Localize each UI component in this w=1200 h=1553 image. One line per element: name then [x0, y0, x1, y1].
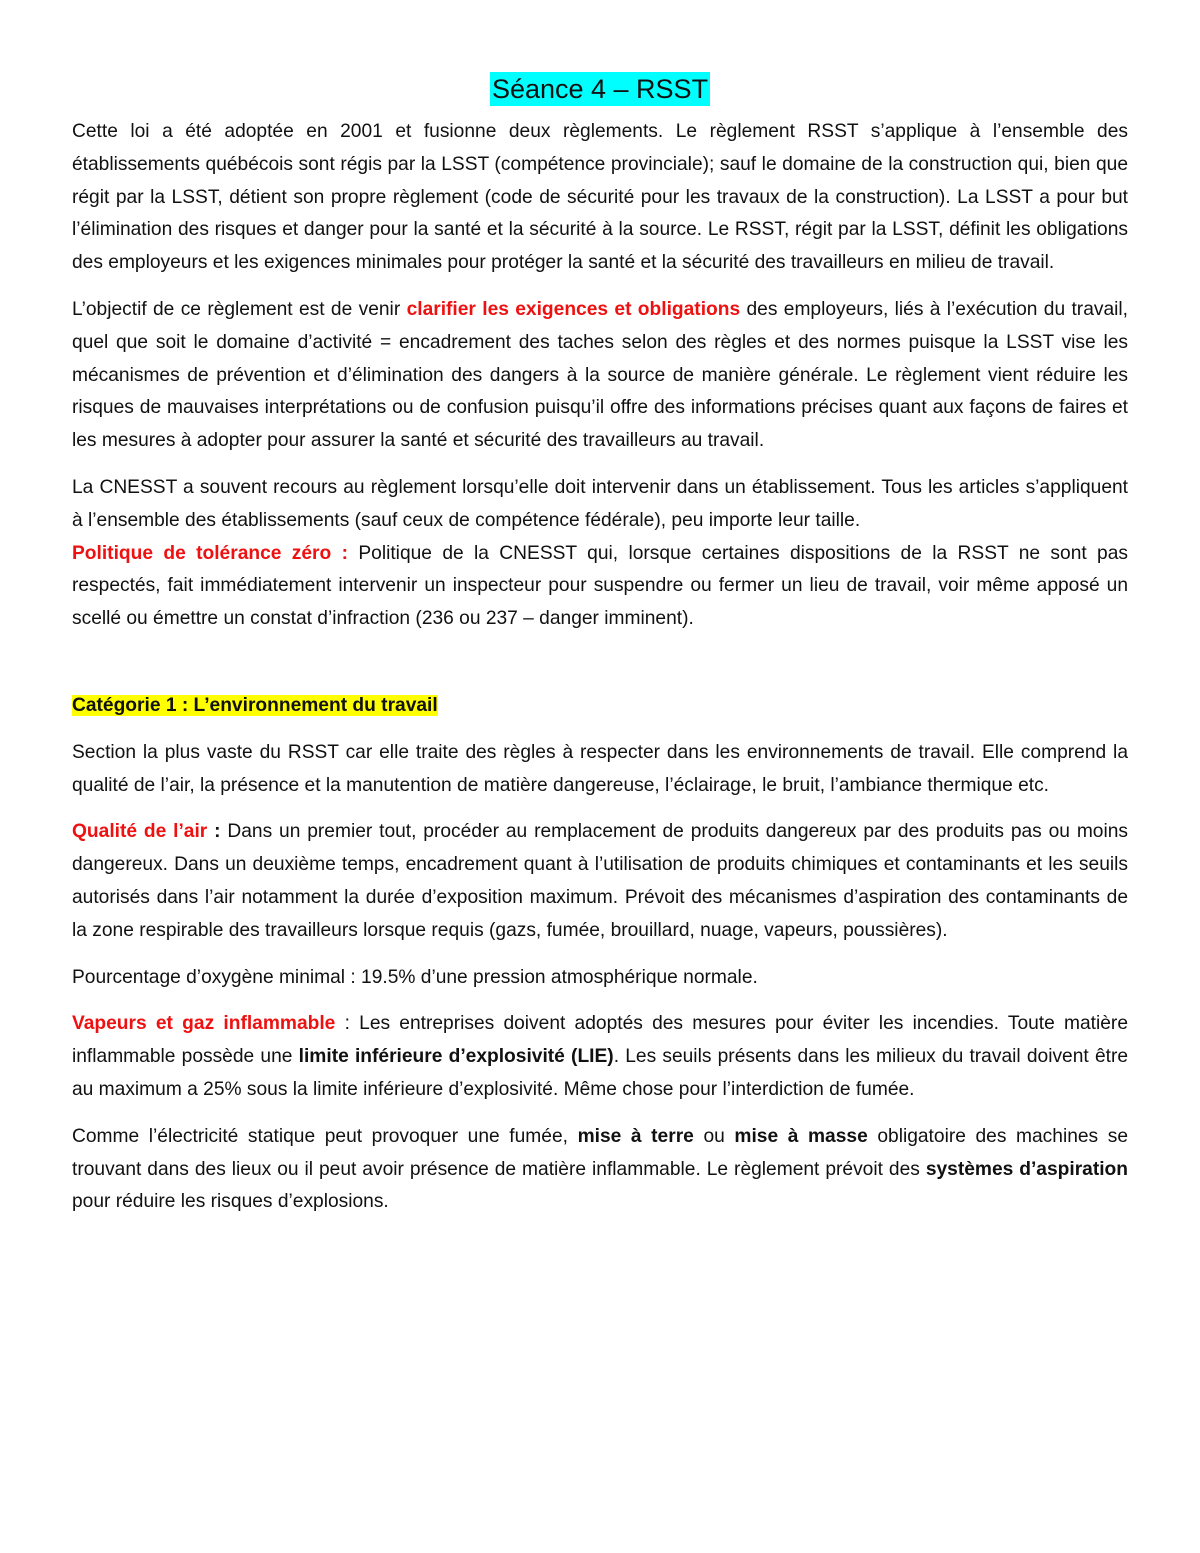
objective-text-after: des employeurs, liés à l’exécution du travail, quel que soit le domaine d’activité = encadrement des taches selon des règles et des normes puisque la LSST vise les mécanismes de prévention et d’élimination des dangers à la source de manière générale. Le règlement vient réduire les risques de mauvaises interprétations ou de confusion puisqu’il offre des informations précises quant aux façons de faires et les mesures à adopter pour assurer la santé et sécurité des travailleurs au travail. [72, 298, 1128, 452]
zero-tolerance-text: Politique de la CNESST qui, lorsque certaines dispositions de la RSST ne sont pas respectés, fait immédiatement intervenir un inspecteur pour suspendre ou fermer un lieu de travail, voir même apposé un scellé ou émettre un constat d’infraction (236 ou 237 – danger imminent). [72, 542, 1128, 630]
mise-a-masse-term: mise à masse [734, 1125, 868, 1147]
zero-tolerance-paragraph [72, 538, 1128, 636]
oxygen-paragraph: Pourcentage d’oxygène minimal : 19.5% d’une pression atmosphérique normale. [72, 966, 758, 988]
category-heading [72, 690, 1128, 723]
air-quality-colon: : [207, 821, 221, 843]
cnesst-paragraph: La CNESST a souvent recours au règlement lorsqu’elle doit intervenir dans un établissement. Tous les articles s’appliquent à l’ensemble des établissements (sauf ceux de compétence fédérale), peu importe leur taille. [72, 476, 1128, 531]
static-text-1: Comme l’électricité statique peut provoquer une fumée, [72, 1125, 578, 1147]
air-quality-text: Dans un premier tout, procéder au remplacement de produits dangereux par des produits pas ou moins dangereux. Dans un deuxième temps, encadrement quant à l’utilisation de produits chimiques et contaminants et les seuils autorisés dans l’air notamment la durée d’exposition maximum. Prévoit des mécanismes d’aspiration des contaminants de la zone respirable des travailleurs lorsque requis (gazs, fumée, brouillard, nuage, vapeurs, poussières). [72, 821, 1128, 941]
air-quality-paragraph [72, 816, 1128, 947]
section-paragraph: Section la plus vaste du RSST car elle traite des règles à respecter dans les environnements de travail. Elle comprend la qualité de l’air, la présence et la manutention de matière dangereuse, l’éclairage, le bruit, l’ambiance thermique etc. [72, 741, 1128, 796]
flammable-label: Vapeurs et gaz inflammable [72, 1013, 336, 1035]
section-gap [72, 650, 1128, 690]
title-wrap [72, 72, 1128, 106]
intro-paragraph: Cette loi a été adoptée en 2001 et fusionne deux règlements. Le règlement RSST s’applique à l’ensemble des établissements québécois sont régis par la LSST (compétence provinciale); sauf le domaine de la construction qui, bien que régit par la LSST, détient son propre règlement (code de sécurité pour les travaux de la construction). La LSST a pour but l’élimination des risques et danger pour la santé et la sécurité à la source. Le RSST, régit par la LSST, définit les obligations des employeurs et les exigences minimales pour protéger la santé et la sécurité des travailleurs en milieu de travail. [72, 121, 1128, 274]
aspiration-systems-term: systèmes d’aspiration [925, 1158, 1128, 1180]
page-title: Séance 4 – RSST [491, 74, 709, 104]
flammable-text-1: : Les entreprises doivent adoptés des mesures pour éviter les incendies. Toute matière inflammable possède une [72, 1013, 1128, 1068]
lie-term: limite inférieure d’explosivité (LIE) [298, 1046, 614, 1068]
mise-a-terre-term: mise à terre [577, 1125, 694, 1147]
static-text-2: ou [693, 1125, 735, 1147]
flammable-text-2: . Les seuils présents dans les milieux du travail doivent être au maximum a 25% sous la limite inférieure d’explosivité. Même chose pour l’interdiction de fumée. [72, 1046, 1129, 1100]
static-text-3: obligatoire des machines se trouvant dans des lieux ou il peut avoir présence de matière inflammable. Le règlement prévoit des [72, 1125, 1129, 1180]
air-quality-label: Qualité de l’air [72, 821, 208, 843]
static-electricity-paragraph [72, 1121, 1128, 1219]
category-heading-text: Catégorie 1 : L’environnement du travail [72, 694, 438, 716]
objective-paragraph [72, 294, 1128, 458]
objective-text-before: L’objectif de ce règlement est de venir [72, 298, 407, 320]
flammable-paragraph [72, 1008, 1128, 1106]
objective-highlight: clarifier les exigences et obligations [406, 298, 741, 320]
static-text-4: pour réduire les risques d’explosions. [72, 1191, 389, 1213]
zero-tolerance-label: Politique de tolérance zéro : [72, 542, 348, 564]
